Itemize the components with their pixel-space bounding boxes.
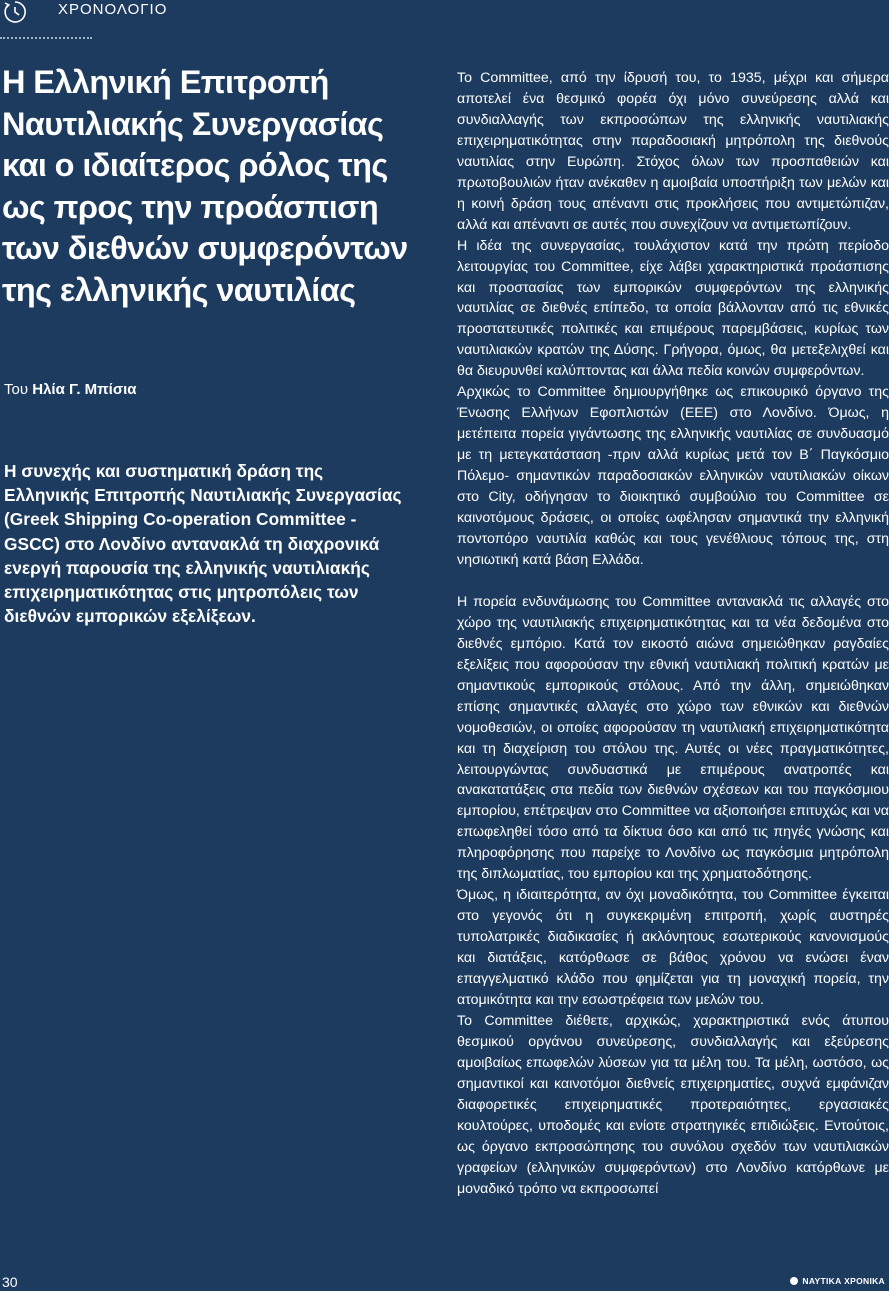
paragraph: Η ιδέα της συνεργασίας, τουλάχιστον κατά την πρώτη περίοδο λειτουργίας του Committee, είχε λάβει χαρακτηριστικά προάσπισης και προστασίας των εμπορικών συμφερόντων της ελληνικής ναυτιλίας σε διεθνές επίπεδο, τα οποία βάλλονταν από τις εθνικές προστατευτικές πολιτικές και επιμέρους παρεμβάσεις, κυρίως των ναυτιλιακών κρατών της Δύσης. Γρήγορα, όμως, θα μετεξελιχθεί και θα διευρυνθεί καλύπτοντας και άλλα πεδία κοινών συμφερόντων. xyxy=(457,237,889,380)
article-title: Η Ελληνική Επιτροπή Ναυτιλιακής Συνεργασίας και ο ιδιαίτερος ρόλος της ως προς την προάσπιση των διεθνών συμφερόντων της ελληνικής ναυτιλίας xyxy=(2,64,408,308)
paragraph: Αρχικώς το Committee δημιουργήθηκε ως επικουρικό όργανο της Ένωσης Ελλήνων Εφοπλιστών (ΕΕΕ) στο Λονδίνο. Όμως, η μετέπειτα πορεία γιγάντωσης της ελληνικής ναυτιλίας σε συνδυασμό με τη μετεγκατάσταση -πριν αλλά κυρίως μετά τον Β΄ Παγκόσμιο Πόλεμο- σημαντικών παραδοσιακών ελληνικών ναυτιλιακών οίκων στο City, οδήγησαν το διοικητικό συμβούλιο του Committee σε καινοτόμους δράσεις, οι οποίες ωφέλησαν σημαντικά την ελληνική ποντοπόρο ναυτιλία καθώς και τους γενέθλιους τόπους της, στη νησιωτική κατά βάση Ελλάδα. xyxy=(457,384,889,568)
byline-prefix: Του xyxy=(4,381,29,398)
paragraph: Το Committee, από την ίδρυσή του, το 1935, μέχρι και σήμερα αποτελεί ένα θεσμικό φορέα όχι μόνο συνεύρεσης αλλά και συνδιαλλαγής των εκπροσώπων της ελληνικής ναυτιλιακής επιχειρηματικότητας στην παραδοσιακή μητρόπολη της διεθνούς ναυτιλίας στην Ευρώπη. Στόχος όλων των προσπαθειών και πρωτοβουλιών ήταν ανέκαθεν η αμοιβαία υποστήριξη των μελών και η κοινή δράση τους απέναντι στις προκλήσεις που αντιμετώπιζαν, αλλά και απέναντι σε αυτές που συνεχίζουν να αντιμετωπίζουν. xyxy=(457,70,889,233)
section-header xyxy=(0,0,200,42)
header-divider xyxy=(0,37,92,39)
section-label: ΧΡΟΝΟΛΟΓΙΟ xyxy=(58,1,168,18)
author-name: Ηλία Γ. Μπίσια xyxy=(32,381,137,398)
article-body xyxy=(457,68,889,1200)
brand-dot-icon xyxy=(790,1277,798,1285)
title-block xyxy=(2,62,422,311)
clock-icon xyxy=(2,0,28,24)
byline xyxy=(4,381,136,398)
brand-name: ΝΑΥΤΙΚΑ ΧΡΟΝΙΚΑ xyxy=(802,1276,885,1286)
article-intro: Η συνεχής και συστηματική δράση της Ελληνικής Επιτροπής Ναυτιλιακής Συνεργασίας (Greek Shipping Co-operation Committee - GSCC) στο Λονδίνο αντανακλά τη διαχρονικά ενεργή παρουσία της ελληνικής ναυτιλιακής επιχειρηματικότητας στις μητροπόλεις των διεθνών εμπορικών εξελίξεων. xyxy=(4,461,402,627)
paragraph: Η πορεία ενδυνάμωσης του Committee αντανακλά τις αλλαγές στο χώρο της ναυτιλιακής επιχειρηματικότητας και τα νέα δεδομένα στο διεθνές εμπόριο. Κατά τον εικοστό αιώνα σημειώθηκαν ραγδαίες εξελίξεις που αφορούσαν την εθνική ναυτιλιακή πολιτική κρατών με σημαντικούς εμπορικούς στόλους. Από την άλλη, σημειώθηκαν επίσης σημαντικές αλλαγές στο χώρο των εθνικών και διεθνών νομοθεσιών, οι οποίες αφορούσαν τη ναυτιλιακή επιχειρηματικότητα και τη διαχείριση του στόλου της. Αυτές οι νέες πραγματικότητες, λειτουργώντας συνδυαστικά με επιμέρους ανατροπές και ανακατατάξεις στα πεδία των διεθνών σχέσεων και του παγκόσμιου εμπορίου, επέτρεψαν στο Committee να αξιοποιήσει επιτυχώς και να επωφεληθεί τόσο από τα δίκτυα όσο και από τις πηγές γνώσης και πληροφόρησης που παρείχε το Λονδίνο ως παγκόσμια μητρόπολη της διπλωματίας, του εμπορίου και της χρηματοδότησης. xyxy=(457,593,889,883)
page-number: 30 xyxy=(2,1274,18,1290)
publication-brand xyxy=(790,1276,885,1286)
paragraph: Το Committee διέθετε, αρχικώς, χαρακτηριστικά ενός άτυπου θεσμικού οργάνου συνεύρεσης, συνδιαλλαγής και εξεύρεσης αμοιβαίως επωφελών λύσεων για τα μέλη του. Τα μέλη, ωστόσο, ως σημαντικοί και καινοτόμοι διεθνείς επιχειρηματίες, συχνά εμφάνιζαν διαφορετικές επιχειρηματικές προτεραιότητες, εργασιακές κουλτούρες, υποδομές και ενίοτε στρατηγικές επιδιώξεις. Εντούτοις, ως όργανο εκπροσώπησης του συνόλου σχεδόν των ναυτιλιακών γραφείων (ελληνικών συμφερόντων) στο Λονδίνο κατόρθωνε με μοναδικό τρόπο να εκπροσωπεί xyxy=(457,1012,889,1197)
paragraph: Όμως, η ιδιαιτερότητα, αν όχι μοναδικότητα, του Committee έγκειται στο γεγονός ότι η συγκεκριμένη επιτροπή, χωρίς αυστηρές τυπολατρικές διαδικασίες ή ακλόνητους εσωτερικούς κανονισμούς και διατάξεις, κατόρθωσε σε βάθος χρόνου να ενώσει έναν επαγγελματικό κλάδο που φημίζεται για τη μοναχική πορεία, την ατομικότητα και την εσωστρέφεια των μελών του. xyxy=(457,887,889,1008)
